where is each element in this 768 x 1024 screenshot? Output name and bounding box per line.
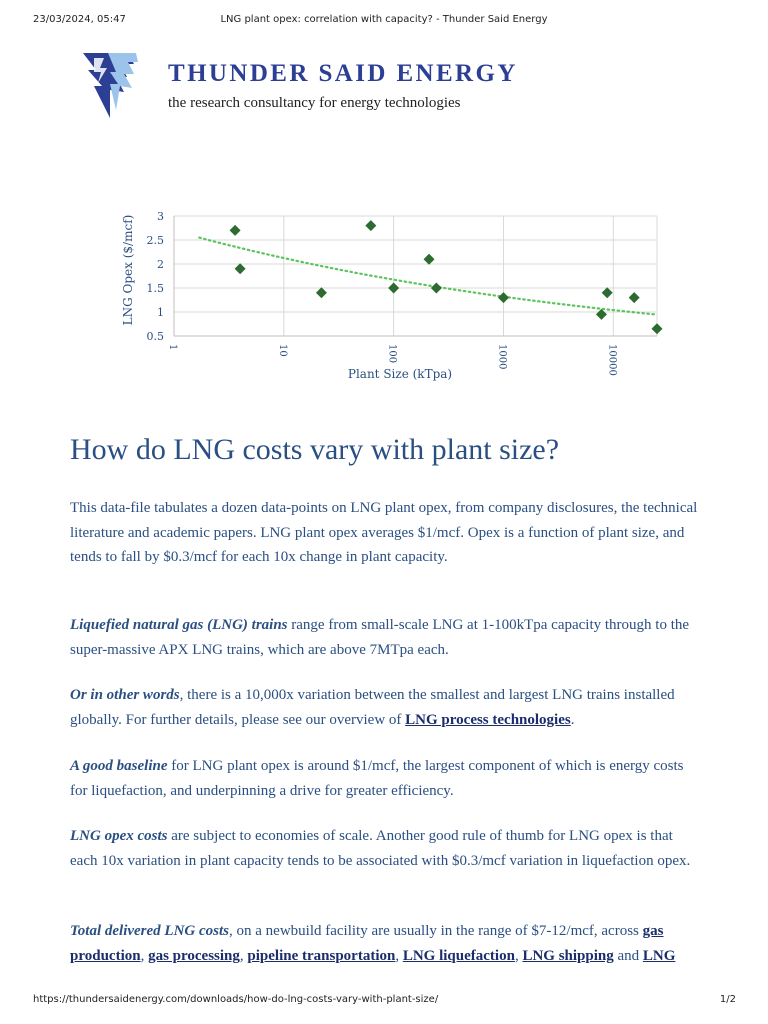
x-tick-label: 10 [276,344,288,357]
data-point-diamond [388,283,399,294]
lightning-bolt-shield-icon[interactable] [80,50,142,120]
data-point-diamond [424,254,435,265]
text-lng-trains: range from small-scale LNG at 1-100kTpa capacity through to the super-massive APX LNG trains, which are above 7MTpa each. [70,617,690,658]
link-gas-processing[interactable]: gas processing [148,947,240,964]
link-lng[interactable]: LNG [642,947,676,964]
lead-delivered-costs: Total delivered LNG costs [70,923,230,939]
brand-tagline: the research consultancy for energy technologies [168,95,461,111]
data-point-diamond [602,287,613,298]
x-tick-label: 1 [167,344,178,351]
sep-4: , [514,947,523,964]
text-other-words: , there is a 10,000x variation between the smallest and largest LNG trains installed globally. For further details, please see our overview of [70,687,675,728]
sep-1: , [140,947,149,964]
sep-2: , [239,947,248,964]
x-tick-label: 1000 [496,344,508,370]
data-point-diamond [365,220,376,231]
tail-other-words: . [570,711,575,728]
paragraph-delivered-costs [70,919,700,968]
link-pipeline-transportation[interactable]: pipeline transportation [247,947,396,964]
x-axis-label: Plant Size (kTpa) [347,367,453,381]
y-tick-label: 3 [157,210,164,223]
data-point-diamond [652,323,663,334]
print-page-number: 1/2 [719,994,736,1005]
data-point-diamond [230,225,241,236]
chart-svg [110,200,670,390]
y-axis-label: LNG Opex ($/mcf) [121,214,135,326]
data-point-diamond [316,287,327,298]
paragraph-lng-trains [70,613,700,662]
print-datetime: 23/03/2024, 05:47 [33,14,126,25]
text-delivered-costs: , on a newbuild facility are usually in the range of $7-12/mcf, across [229,923,643,939]
lead-other-words: Or in other words [70,687,180,703]
y-tick-label: 2.5 [146,234,164,247]
y-tick-label: 1.5 [146,282,164,295]
text-baseline: for LNG plant opex is around $1/mcf, the largest component of which is energy costs for liquefaction, and underpinning a drive for greater efficiency. [70,758,684,799]
data-point-diamond [431,283,442,294]
intro-paragraph: This data-file tabulates a dozen data-points on LNG plant opex, from company disclosures, the technical literature and academic papers. LNG plant opex averages $1/mcf. Opex is a function of plant size, and tends to fall by $0.3/mcf for each 10x change in plant capacity. [70,500,698,565]
print-url: https://thundersaidenergy.com/downloads/how-do-lng-costs-vary-with-plant-size/ [33,994,439,1005]
paragraph-baseline [70,754,700,803]
print-page-title: LNG plant opex: correlation with capacity? - Thunder Said Energy [220,14,548,25]
paragraph-other-words [70,683,700,732]
x-tick-label: 10000 [606,344,618,376]
link-lng-liquefaction[interactable]: LNG liquefaction [402,947,515,964]
sep-3: , [395,947,403,964]
y-tick-label: 1 [157,306,164,319]
text-opex-costs: are subject to economies of scale. Another good rule of thumb for LNG opex is that each 10x variation in plant capacity tends to be associated with $0.3/mcf variation in liquefaction opex. [70,828,691,869]
print-header [0,14,768,30]
brand-name[interactable]: THUNDER SAID ENERGY [168,60,518,87]
y-tick-label: 2 [157,258,164,271]
x-tick-label: 100 [386,344,398,364]
link-lng-process-technologies[interactable]: LNG process technologies [405,711,571,728]
opex-vs-size-chart [110,200,670,390]
lead-baseline: A good baseline [70,758,168,774]
paragraph-opex-costs [70,824,700,873]
data-point-diamond [596,309,607,320]
sep-5: and [613,947,643,964]
link-gas-production[interactable]: gas production [70,923,664,964]
data-point-diamond [235,263,246,274]
lead-opex-costs: LNG opex costs [70,828,168,844]
data-point-diamond [629,292,640,303]
y-tick-label: 0.5 [146,330,164,343]
print-footer [0,994,768,1010]
lead-lng-trains: Liquefied natural gas (LNG) trains [70,617,288,633]
data-point-diamond [498,292,509,303]
trendline [199,238,655,315]
link-lng-shipping[interactable]: LNG shipping [522,947,614,964]
article-heading: How do LNG costs vary with plant size? [70,433,560,466]
